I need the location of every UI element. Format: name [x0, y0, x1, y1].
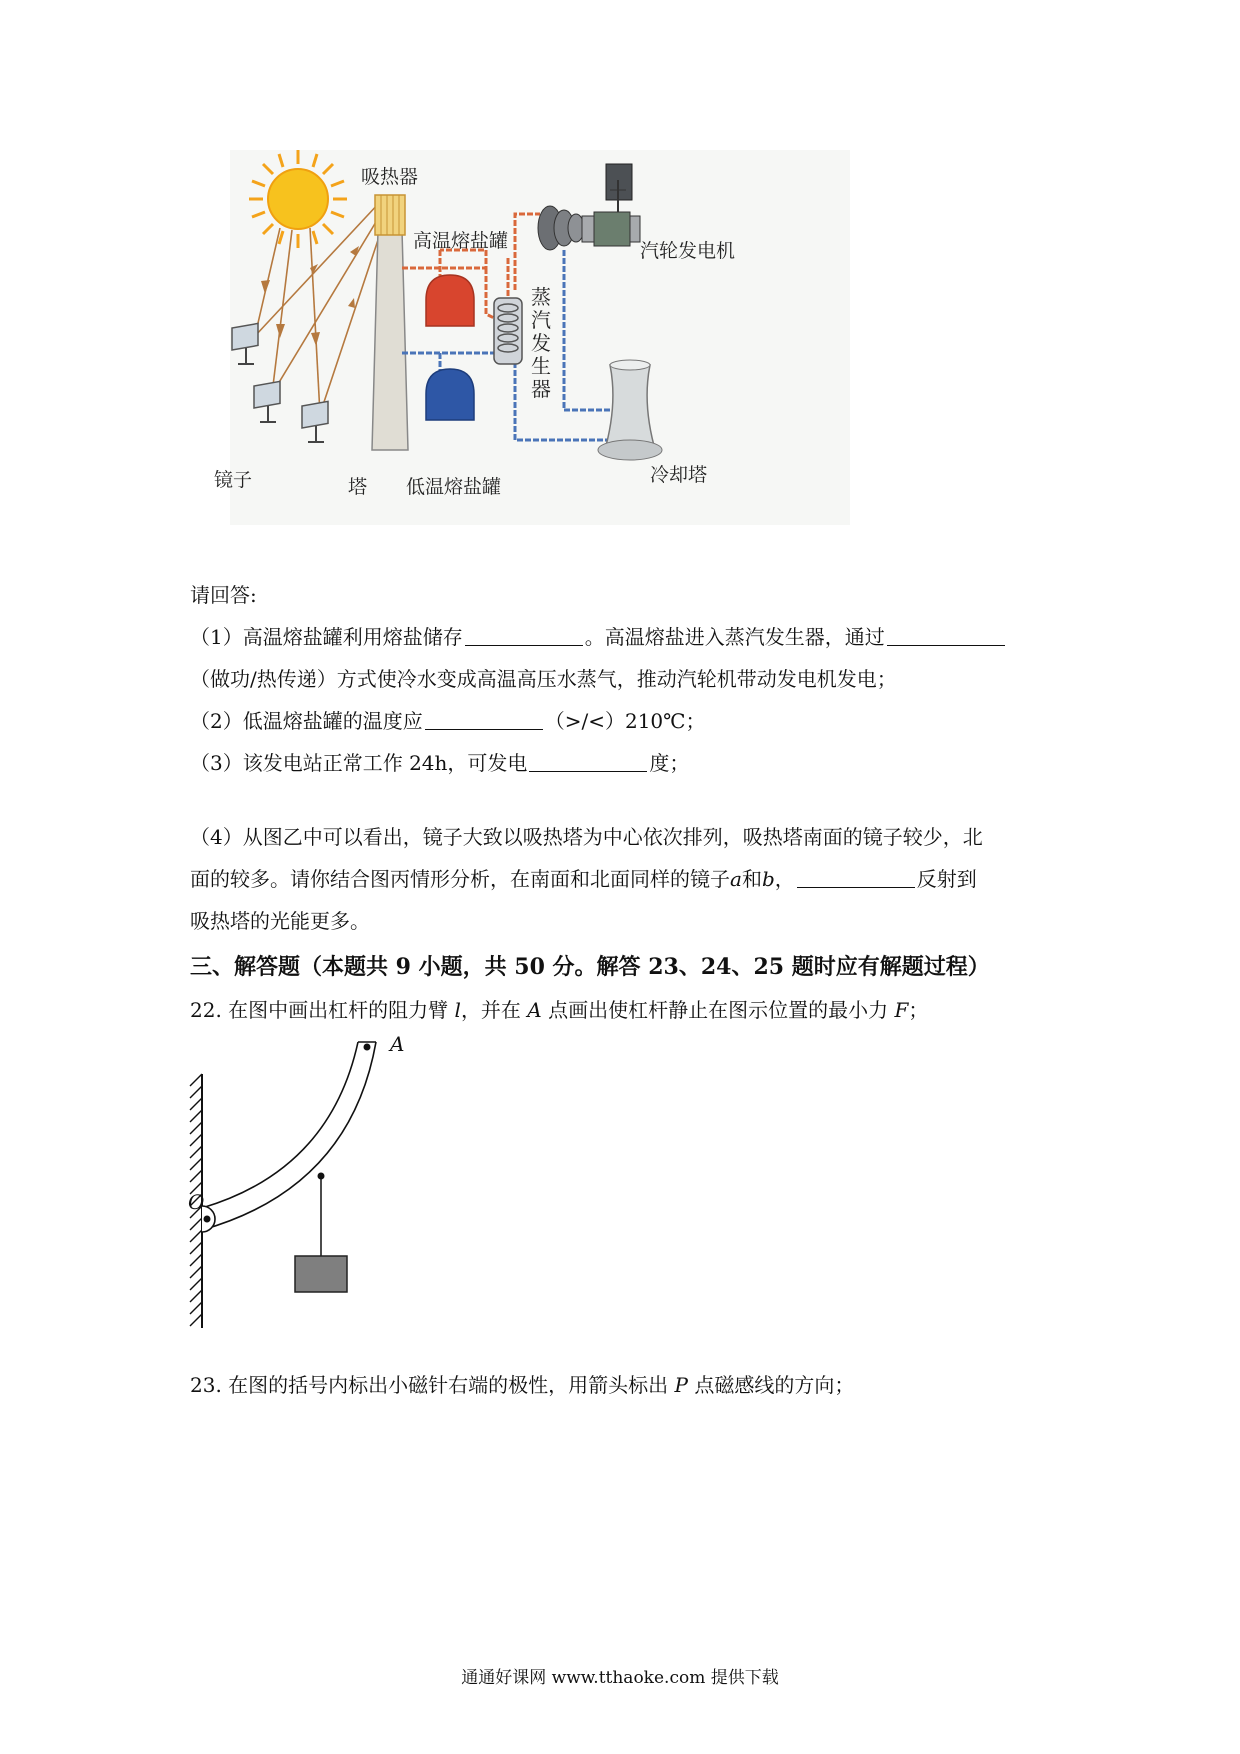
turbine-generator-label: 汽轮发电机	[640, 240, 736, 262]
curved-lever	[202, 1042, 376, 1230]
q23-prompt	[190, 1370, 854, 1400]
steam-generator-char: 蒸	[531, 285, 551, 309]
tower-icon	[372, 195, 408, 450]
q22-text-3: 点画出使杠杆静止在图示位置的最小力	[548, 998, 889, 1022]
steam-generator-char: 发	[531, 331, 551, 355]
high-temp-tank-icon	[426, 275, 474, 326]
q21-part4-line1: （4）从图乙中可以看出，镜子大致以吸热塔为中心依次排列，吸热塔南面的镜子较少，北	[190, 825, 983, 849]
answer-blank[interactable]	[465, 625, 583, 646]
var-l: l	[454, 998, 461, 1022]
lever-diagram	[180, 1030, 440, 1330]
q21-part4-line2	[190, 864, 977, 894]
section3-heading: 三、解答题（本题共 9 小题，共 50 分。解答 23、24、25 题时应有解题过程）	[190, 954, 990, 980]
answer-blank[interactable]	[887, 625, 1005, 646]
absorber-label: 吸热器	[361, 166, 419, 188]
answer-blank[interactable]	[797, 867, 915, 888]
solar-power-diagram	[214, 150, 850, 525]
q21-part3	[190, 748, 689, 778]
q21-part1-text-b: 。高温熔盐进入蒸汽发生器，通过	[584, 625, 885, 649]
steam-generator-char: 器	[531, 377, 551, 401]
var-F: F	[894, 998, 909, 1022]
label-A: A	[390, 1032, 405, 1056]
q22-prompt	[190, 995, 928, 1025]
q21-part2	[190, 706, 706, 736]
q21-part2-text-a: （2）低温熔盐罐的温度应	[190, 709, 423, 733]
q21-part1-line1	[190, 622, 1007, 652]
point-a-dot	[364, 1044, 371, 1051]
hanging-weight	[295, 1256, 347, 1292]
q21-part4-text-b: 反射到	[916, 867, 977, 891]
q21-part4-text-a: 面的较多。请你结合图丙情形分析，在南面和北面同样的镜子	[190, 867, 730, 891]
q22-text-2: ，并在	[460, 998, 521, 1022]
q21-part1-text-a: （1）高温熔盐罐利用熔盐储存	[190, 625, 463, 649]
answer-blank[interactable]	[529, 751, 647, 772]
high-temp-tank-label: 高温熔盐罐	[413, 230, 509, 252]
steam-generator-char: 生	[531, 354, 551, 378]
q22-text-4: ；	[908, 998, 929, 1022]
q21-part2-text-b: （>/<）210℃；	[544, 709, 706, 733]
q21-part1-line2: （做功/热传递）方式使冷水变成高温高压水蒸气，推动汽轮机带动发电机发电；	[190, 667, 897, 691]
var-a: a	[730, 867, 742, 891]
var-b: b	[761, 867, 775, 891]
var-P: P	[674, 1373, 688, 1397]
mirror-label: 镜子	[214, 469, 253, 491]
q21-part4-comma: ，	[774, 867, 795, 891]
low-temp-tank-icon	[426, 369, 474, 420]
lever-diagram-svg	[180, 1030, 440, 1330]
tower-label: 塔	[348, 476, 368, 498]
answer-blank[interactable]	[425, 709, 543, 730]
steam-generator-icon	[494, 298, 522, 364]
q21-part3-text-a: （3）该发电站正常工作 24h，可发电	[190, 751, 528, 775]
q21-part4-and: 和	[741, 867, 762, 891]
q21-intro: 请回答:	[190, 583, 257, 607]
label-O: O	[188, 1190, 205, 1214]
q21-part3-text-b: 度；	[649, 751, 690, 775]
page-footer: 通通好课网 www.tthaoke.com 提供下载	[461, 1668, 779, 1688]
steam-generator-label	[530, 286, 552, 401]
q21-part4-line3: 吸热塔的光能更多。	[190, 909, 370, 933]
var-A: A	[527, 998, 542, 1022]
q23-text-1: 23. 在图的括号内标出小磁针右端的极性，用箭头标出	[190, 1373, 669, 1397]
low-temp-tank-label: 低温熔盐罐	[406, 476, 502, 498]
cooling-tower-label: 冷却塔	[650, 464, 708, 486]
q23-text-2: 点磁感线的方向；	[694, 1373, 855, 1397]
q22-text-1: 22. 在图中画出杠杆的阻力臂	[190, 998, 449, 1022]
steam-generator-char: 汽	[531, 308, 551, 332]
